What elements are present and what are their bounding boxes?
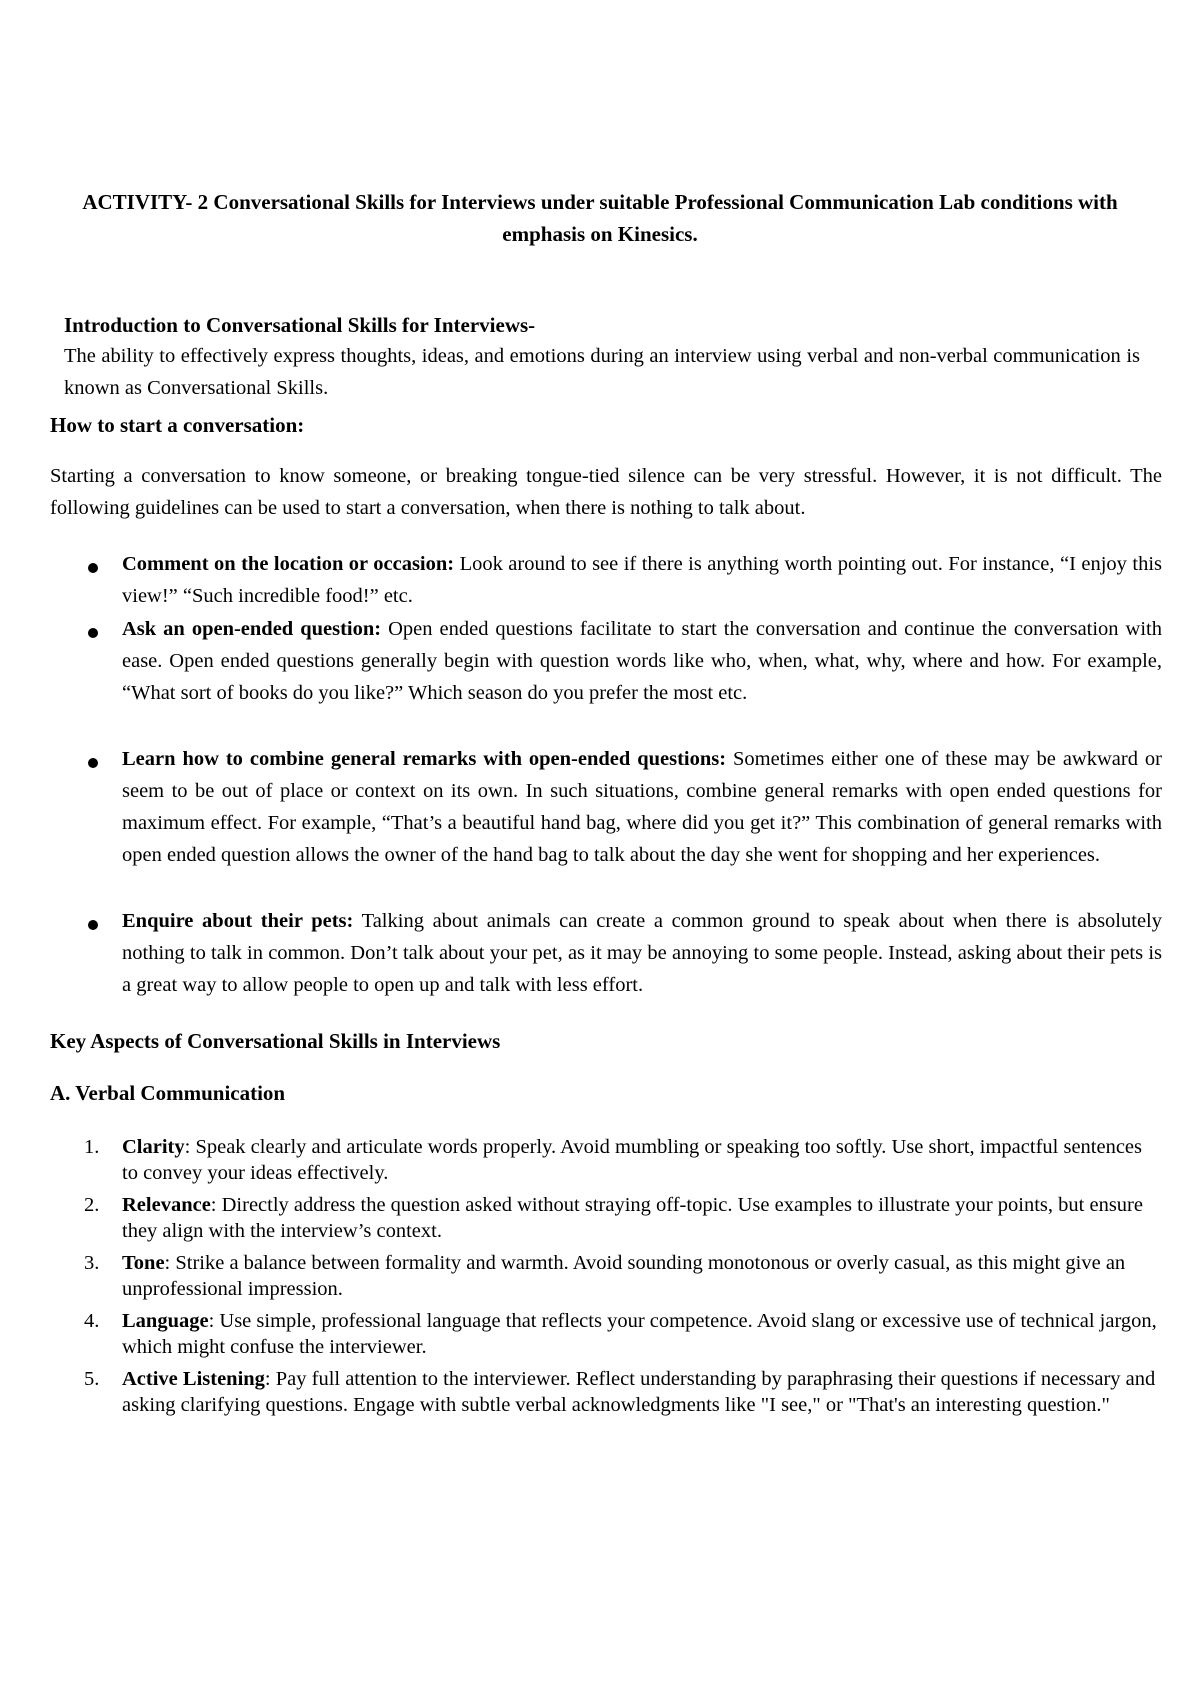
list-item — [122, 1250, 1162, 1302]
item-term: Tone — [122, 1252, 165, 1274]
bullet-text: Open ended questions facilitate to start the conversation and continue the conversation with ease. Open ended questions generally begin with question words like who, when, what, why, where and how. For example, “What sort of books do you like?” Which season do you prefer the most etc. — [122, 618, 1162, 704]
bullet-term: Comment on the location or occasion: — [122, 553, 455, 575]
item-text: : Use simple, professional language that reflects your competence. Avoid slang or excessive use of technical jargon, which might confuse the interviewer. — [122, 1310, 1157, 1358]
item-term: Active Listening — [122, 1368, 265, 1390]
list-number: 4. — [84, 1310, 100, 1332]
item-term: Relevance — [122, 1194, 211, 1216]
bullet-dot — [88, 563, 98, 573]
list-number: 2. — [84, 1194, 100, 1216]
list-item — [122, 613, 1162, 709]
intro-heading: Introduction to Conversational Skills for Interviews- — [64, 313, 536, 337]
item-term: Language — [122, 1310, 209, 1332]
bullet-text: Sometimes either one of these may be awkward or seem to be out of place or context on its own. In such situations, combine general remarks with open ended questions for maximum effect. For example, “That’s a beautiful hand bag, where did you get it?” This combination of general remarks with open ended question allows the owner of the hand bag to talk about the day she went for shopping and her experiences. — [122, 748, 1162, 866]
list-item — [122, 1366, 1162, 1418]
bullet-dot — [88, 920, 98, 930]
list-item — [122, 1192, 1162, 1244]
list-number: 5. — [84, 1368, 100, 1390]
list-item — [122, 1134, 1162, 1186]
start-paragraph: Starting a conversation to know someone, or breaking tongue-tied silence can be very stressful. However, it is not difficult. The following guidelines can be used to start a conversation, when there is nothing to talk about. — [50, 465, 1162, 519]
bullet-term: Enquire about their pets: — [122, 910, 354, 932]
item-text: : Pay full attention to the interviewer. Reflect understanding by paraphrasing their questions if necessary and asking clarifying questions. Engage with subtle verbal acknowledgments like "I see," or "That's an interesting question." — [122, 1368, 1156, 1416]
list-number: 1. — [84, 1136, 100, 1158]
list-item — [122, 548, 1162, 612]
item-text: : Directly address the question asked without straying off-topic. Use examples to illustrate your points, but ensure they align with the interview’s context. — [122, 1194, 1143, 1242]
verbal-communication-heading: A. Verbal Communication — [50, 1081, 286, 1105]
bullet-dot — [88, 628, 98, 638]
item-text: : Speak clearly and articulate words properly. Avoid mumbling or speaking too softly. Use short, impactful sentences to convey your ideas effectively. — [122, 1136, 1143, 1184]
bullet-text: Look around to see if there is anything worth pointing out. For instance, “I enjoy this view!” “Such incredible food!” etc. — [122, 553, 1162, 607]
bullet-term: Ask an open-ended question: — [122, 618, 382, 640]
list-item — [122, 743, 1162, 871]
key-aspects-heading: Key Aspects of Conversational Skills in Interviews — [50, 1029, 501, 1053]
list-number: 3. — [84, 1252, 100, 1274]
start-heading: How to start a conversation: — [50, 413, 305, 437]
list-item — [122, 905, 1162, 1001]
item-term: Clarity — [122, 1136, 185, 1158]
list-item — [122, 1308, 1162, 1360]
item-text: : Strike a balance between formality and warmth. Avoid sounding monotonous or overly casual, as this might give an unprofessional impression. — [122, 1252, 1126, 1300]
intro-paragraph: The ability to effectively express thoughts, ideas, and emotions during an interview using verbal and non-verbal communication is known as Conversational Skills. — [64, 345, 1140, 399]
bullet-term: Learn how to combine general remarks with open-ended questions: — [122, 748, 727, 770]
bullet-text: Talking about animals can create a common ground to speak about when there is absolutely nothing to talk in common. Don’t talk about your pet, as it may be annoying to some people. Instead, asking about their pets is a great way to allow people to open up and talk with less effort. — [122, 910, 1162, 996]
bullet-dot — [88, 758, 98, 768]
page-title: ACTIVITY- 2 Conversational Skills for Interviews under suitable Professional Communication Lab conditions with emphasis on Kinesics. — [82, 190, 1118, 246]
